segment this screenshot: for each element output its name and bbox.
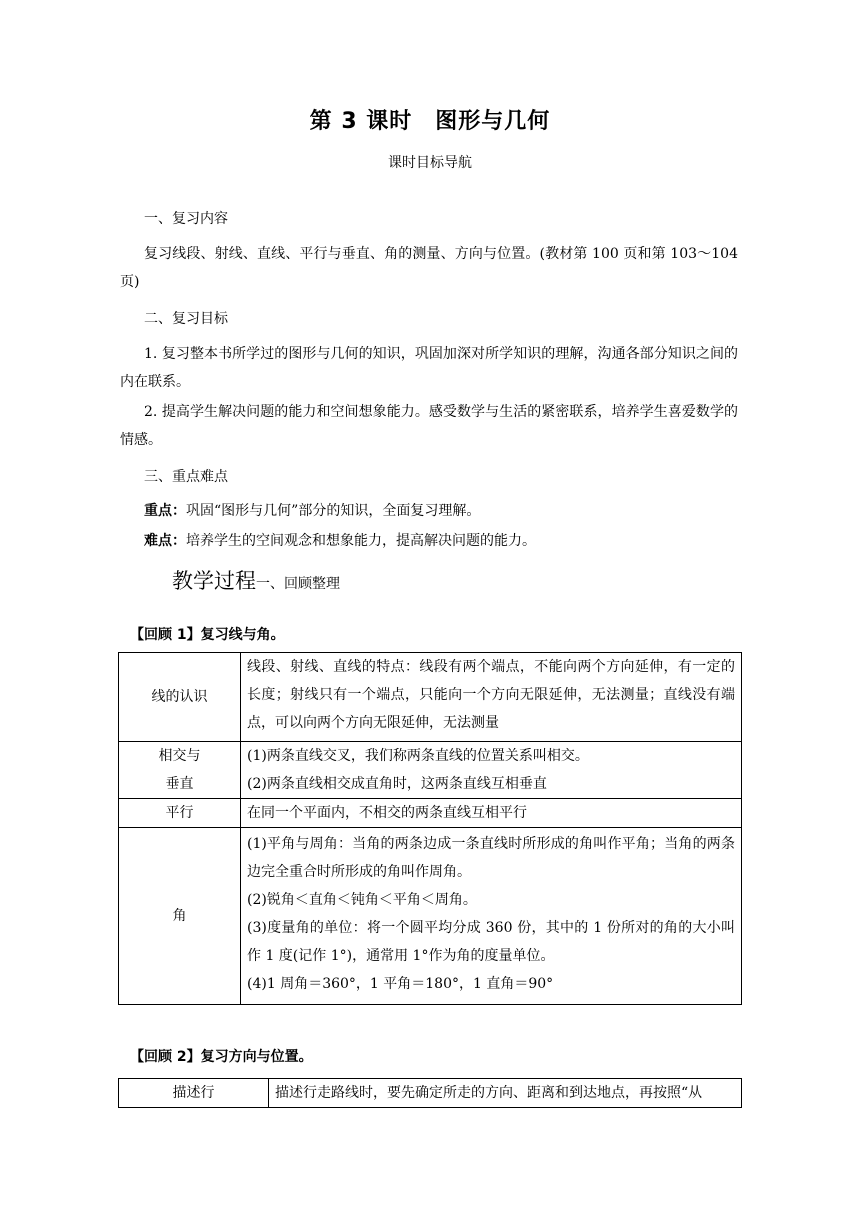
process-subtitle: 一、回顾整理 [256,576,340,592]
review-1-heading [130,624,285,644]
section-heading-keypoints: 三、重点难点 [144,469,228,485]
difficult-point-label: 难点： [144,533,186,549]
row-line: (2)锐角＜直角＜钝角＜平角＜周角。 [247,892,477,908]
row-content [241,742,742,799]
row-label [119,742,241,799]
page-subtitle: 课时目标导航 [388,155,472,171]
row-label: 线的认识 [119,653,241,742]
table-row [119,653,742,742]
table-row [119,799,742,828]
row-label-line: 相交与 [158,748,201,764]
section-heading-goals: 二、复习目标 [144,311,228,327]
review-2-table [118,1078,742,1108]
row-line: (2)两条直线相交成直角时，这两条直线互相垂直 [247,776,547,792]
row-line: 线段、射线、直线的特点：线段有两个端点，不能向两个方向延伸，有一定的长度；射线只有一个端点，只能向一个方向无限延伸，无法测量；直线没有端点，可以向两个方向无限延伸，无法测量 [247,659,735,731]
process-title: 教学过程 [172,569,256,593]
row-content [241,828,742,1005]
review-1-table [118,652,742,1005]
page-title: 第 3 课时 图形与几何 [309,109,551,134]
table-row [119,742,742,799]
goal-paragraph-2: 2. 提高学生解决问题的能力和空间想象能力。感受数学与生活的紧密联系，培养学生喜爱数学的情感。 [120,404,738,448]
row-line: (3)度量角的单位：将一个圆平均分成 360 份，其中的 1 份所对的角的大小叫作 1 度(记作 1°)，通常用 1°作为角的度量单位。 [247,920,735,964]
row-line: (1)平角与周角：当角的两条边成一条直线时所形成的角叫作平角；当角的两条边完全重合时所形成的角叫作周角。 [247,836,735,880]
row-label: 角 [119,828,241,1005]
difficult-point [144,530,536,550]
row-label: 描述行 [119,1079,269,1108]
content-paragraph: 复习线段、射线、直线、平行与垂直、角的测量、方向与位置。(教材第 100 页和第 103～104 页) [120,246,738,290]
table-row [119,828,742,1005]
review-2-heading [130,1046,313,1066]
section-heading-content: 一、复习内容 [144,211,228,227]
goal-paragraph-1: 1. 复习整本书所学过的图形与几何的知识，巩固加深对所学知识的理解，沟通各部分知识之间的内在联系。 [120,346,738,390]
review-2-heading-text: 【回顾 2】复习方向与位置。 [130,1049,313,1065]
difficult-point-text: 培养学生的空间观念和想象能力，提高解决问题的能力。 [186,533,536,549]
key-point [144,500,480,520]
row-line: (1)两条直线交叉，我们称两条直线的位置关系叫相交。 [247,748,589,764]
row-line: (4)1 周角＝360°，1 平角＝180°，1 直角＝90° [247,976,554,992]
key-point-label: 重点： [144,503,186,519]
teaching-process-heading [172,565,340,595]
row-content [241,799,742,828]
row-line: 在同一个平面内，不相交的两条直线互相平行 [247,805,527,821]
row-content [241,653,742,742]
table-row [119,1079,742,1108]
row-content: 描述行走路线时，要先确定所走的方向、距离和到达地点，再按照“从 [269,1079,742,1108]
key-point-text: 巩固“图形与几何”部分的知识，全面复习理解。 [186,503,481,519]
review-1-heading-text: 【回顾 1】复习线与角。 [130,627,285,643]
row-label-line: 垂直 [165,776,194,792]
row-label: 平行 [119,799,241,828]
